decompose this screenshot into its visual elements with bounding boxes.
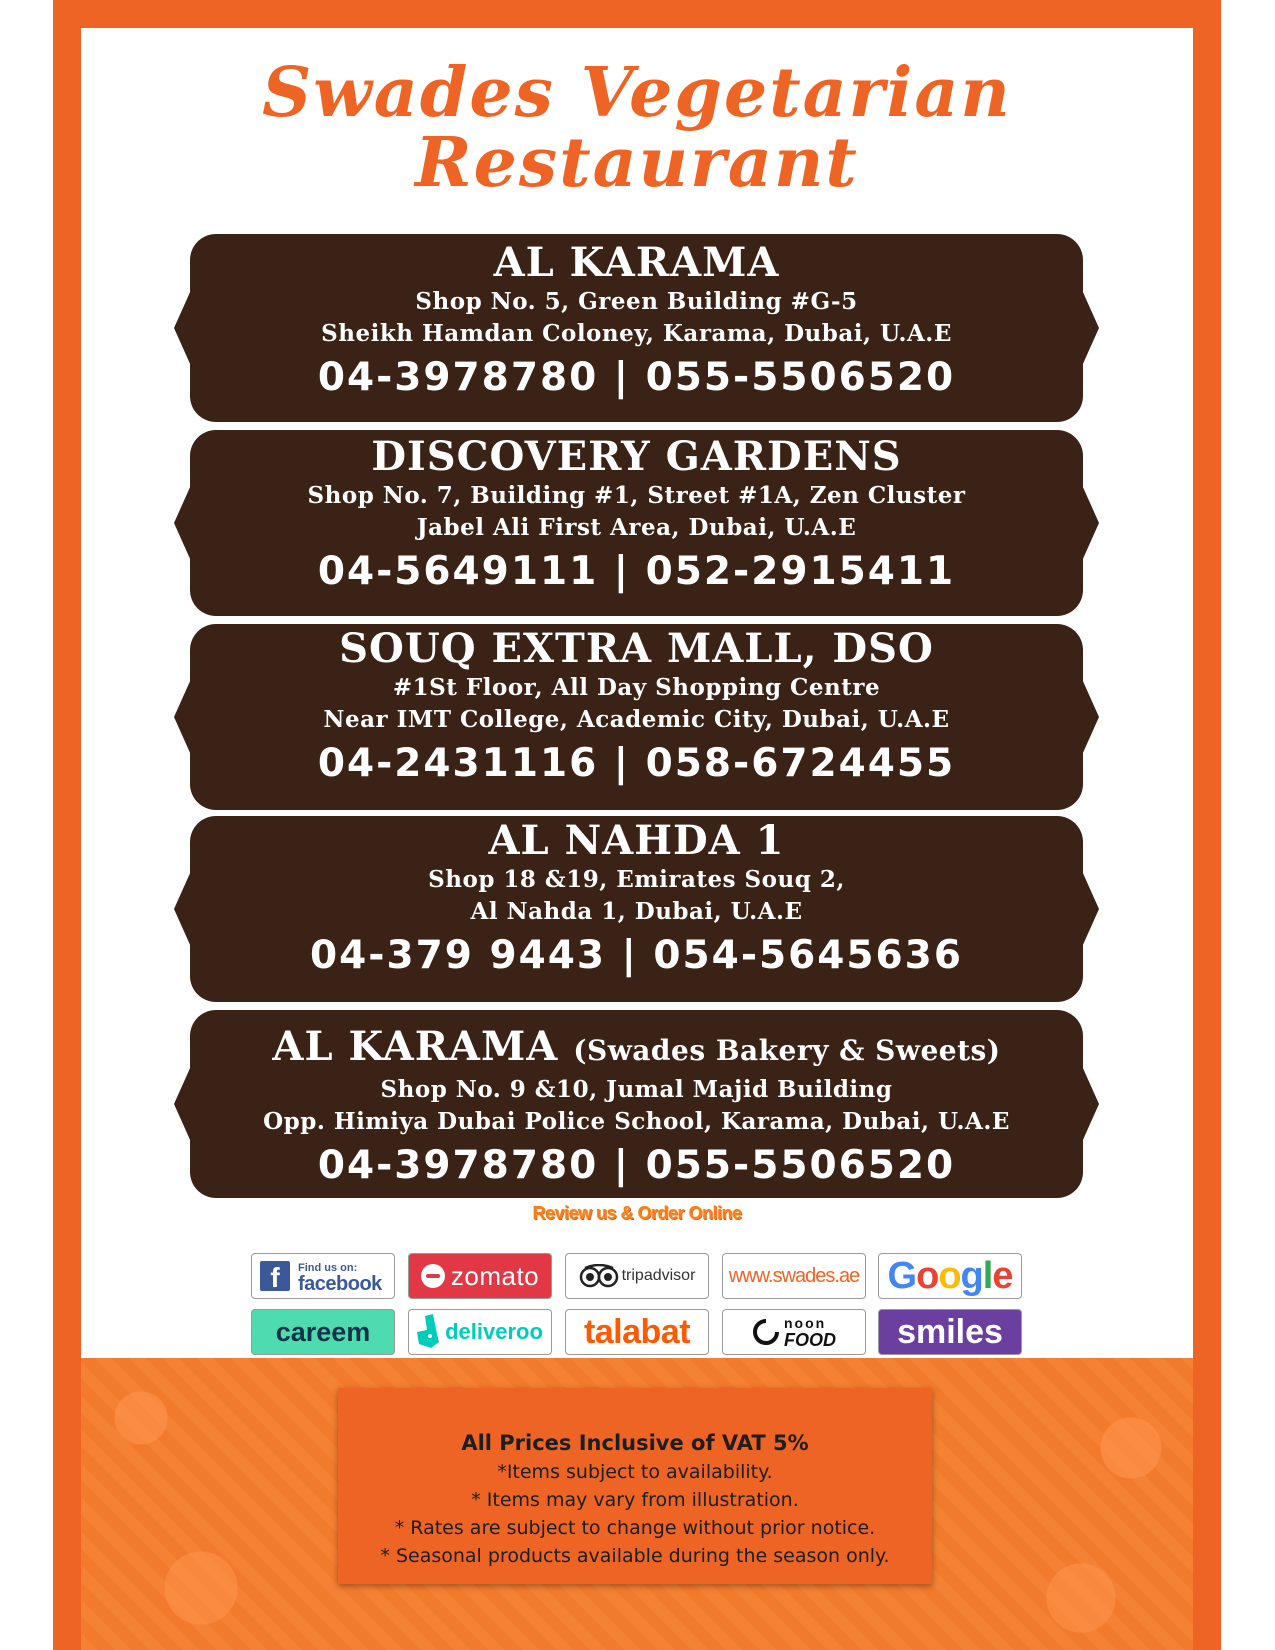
branch-card (190, 234, 1083, 422)
frame-left-border (53, 0, 81, 1650)
branch-address-line-1: Shop No. 9 &10, Jumal Majid Building (380, 1076, 893, 1103)
branch-name-text: AL KARAMA (272, 1023, 559, 1070)
zomato-icon (421, 1264, 445, 1288)
branch-subtitle: (Swades Bakery & Sweets) (573, 1034, 1001, 1067)
deliveroo-word: deliveroo (445, 1319, 543, 1344)
branch-phone[interactable]: 04-3978780 | 055-5506520 (317, 355, 956, 400)
notice-line: *Items subject to availability. (497, 1461, 773, 1483)
branch-address-line-2: Al Nahda 1, Dubai, U.A.E (470, 898, 803, 925)
careem-logo-button[interactable] (251, 1309, 395, 1355)
branch-phone[interactable]: 04-2431116 | 058-6724455 (317, 741, 956, 786)
facebook-text (298, 1260, 382, 1295)
google-letter: o (916, 1254, 939, 1297)
branch-name-text: AL NAHDA 1 (488, 817, 785, 864)
branch-address-line-1: Shop No. 5, Green Building #G-5 (415, 288, 858, 315)
branch-name (190, 626, 1083, 672)
branch-name (190, 818, 1083, 864)
deliveroo-kangaroo-icon (417, 1314, 441, 1350)
noon-food-icon (752, 1318, 780, 1346)
review-order-text: Review us & Order Online (532, 1203, 742, 1223)
branch-phone[interactable]: 04-3978780 | 055-5506520 (317, 1143, 956, 1188)
noon-food-text (784, 1315, 836, 1349)
talabat-logo-button[interactable] (565, 1309, 709, 1355)
branch-address-line-2: Near IMT College, Academic City, Dubai, U.A.E (323, 706, 950, 733)
branch-name-text: AL KARAMA (493, 239, 780, 286)
tripadvisor-owl-icon (579, 1264, 619, 1288)
facebook-logo-button[interactable] (251, 1253, 395, 1299)
branch-address-line-2: Jabel Ali First Area, Dubai, U.A.E (416, 514, 857, 541)
vat-notice-box (338, 1388, 932, 1584)
branch-name-text: DISCOVERY GARDENS (371, 433, 902, 480)
google-logo-button[interactable] (878, 1253, 1022, 1299)
google-word (888, 1255, 1013, 1298)
food-word: FOOD (784, 1330, 836, 1350)
branch-card (190, 624, 1083, 810)
deliveroo-logo-button[interactable] (408, 1309, 552, 1355)
zomato-word: zomato (450, 1260, 540, 1291)
branch-address-line-2: Opp. Himiya Dubai Police School, Karama, Dubai, U.A.E (263, 1108, 1010, 1135)
zomato-logo-button[interactable] (408, 1253, 552, 1299)
google-letter: l (982, 1254, 993, 1297)
tripadvisor-logo-button[interactable] (565, 1253, 709, 1299)
frame-top-border (53, 0, 1221, 28)
branch-card (190, 816, 1083, 1002)
google-letter: o (938, 1254, 961, 1297)
tripadvisor-word: tripadvisor (621, 1267, 696, 1284)
vat-notice-title: All Prices Inclusive of VAT 5% (461, 1431, 809, 1455)
notice-line: * Items may vary from illustration. (471, 1489, 799, 1511)
noon-word: noon (784, 1315, 827, 1331)
facebook-icon: f (260, 1261, 290, 1291)
talabat-word: talabat (583, 1312, 691, 1351)
noon-food-logo-button[interactable] (722, 1309, 866, 1355)
google-letter: g (960, 1254, 983, 1297)
title-line-1: Swades Vegetarian (262, 53, 1012, 133)
careem-word: careem (275, 1316, 371, 1347)
branch-name (190, 1024, 1083, 1074)
branch-card (190, 1010, 1083, 1198)
notice-line: * Rates are subject to change without prior notice. (394, 1517, 876, 1539)
branch-name (190, 434, 1083, 480)
facebook-word: facebook (298, 1273, 382, 1295)
title-line-2: Restaurant (415, 123, 859, 203)
frame-right-border (1193, 0, 1221, 1650)
facebook-find-us: Find us on: (298, 1262, 358, 1274)
branch-phone[interactable]: 04-5649111 | 052-2915411 (317, 549, 956, 594)
branch-address-line-1: #1St Floor, All Day Shopping Centre (392, 674, 881, 701)
notice-line: * Seasonal products available during the season only. (380, 1545, 890, 1567)
smiles-word: smiles (897, 1312, 1003, 1351)
branch-phone[interactable]: 04-379 9443 | 054-5645636 (310, 933, 963, 978)
smiles-logo-button[interactable] (878, 1309, 1022, 1355)
branch-name-text: SOUQ EXTRA MALL, DSO (339, 625, 934, 672)
branch-card (190, 430, 1083, 616)
google-letter: e (992, 1254, 1013, 1297)
branch-address-line-1: Shop 18 &19, Emirates Souq 2, (428, 866, 845, 893)
restaurant-title (81, 53, 1193, 203)
branch-address-line-2: Sheikh Hamdan Coloney, Karama, Dubai, U.A.E (321, 320, 952, 347)
branch-address-line-1: Shop No. 7, Building #1, Street #1A, Zen Cluster (307, 482, 966, 509)
branch-name (190, 240, 1083, 286)
review-order-heading (81, 1203, 1193, 1224)
google-letter: G (887, 1254, 917, 1297)
swades-website-text: www.swades.ae (728, 1264, 860, 1287)
swades-website-button[interactable] (722, 1253, 866, 1299)
